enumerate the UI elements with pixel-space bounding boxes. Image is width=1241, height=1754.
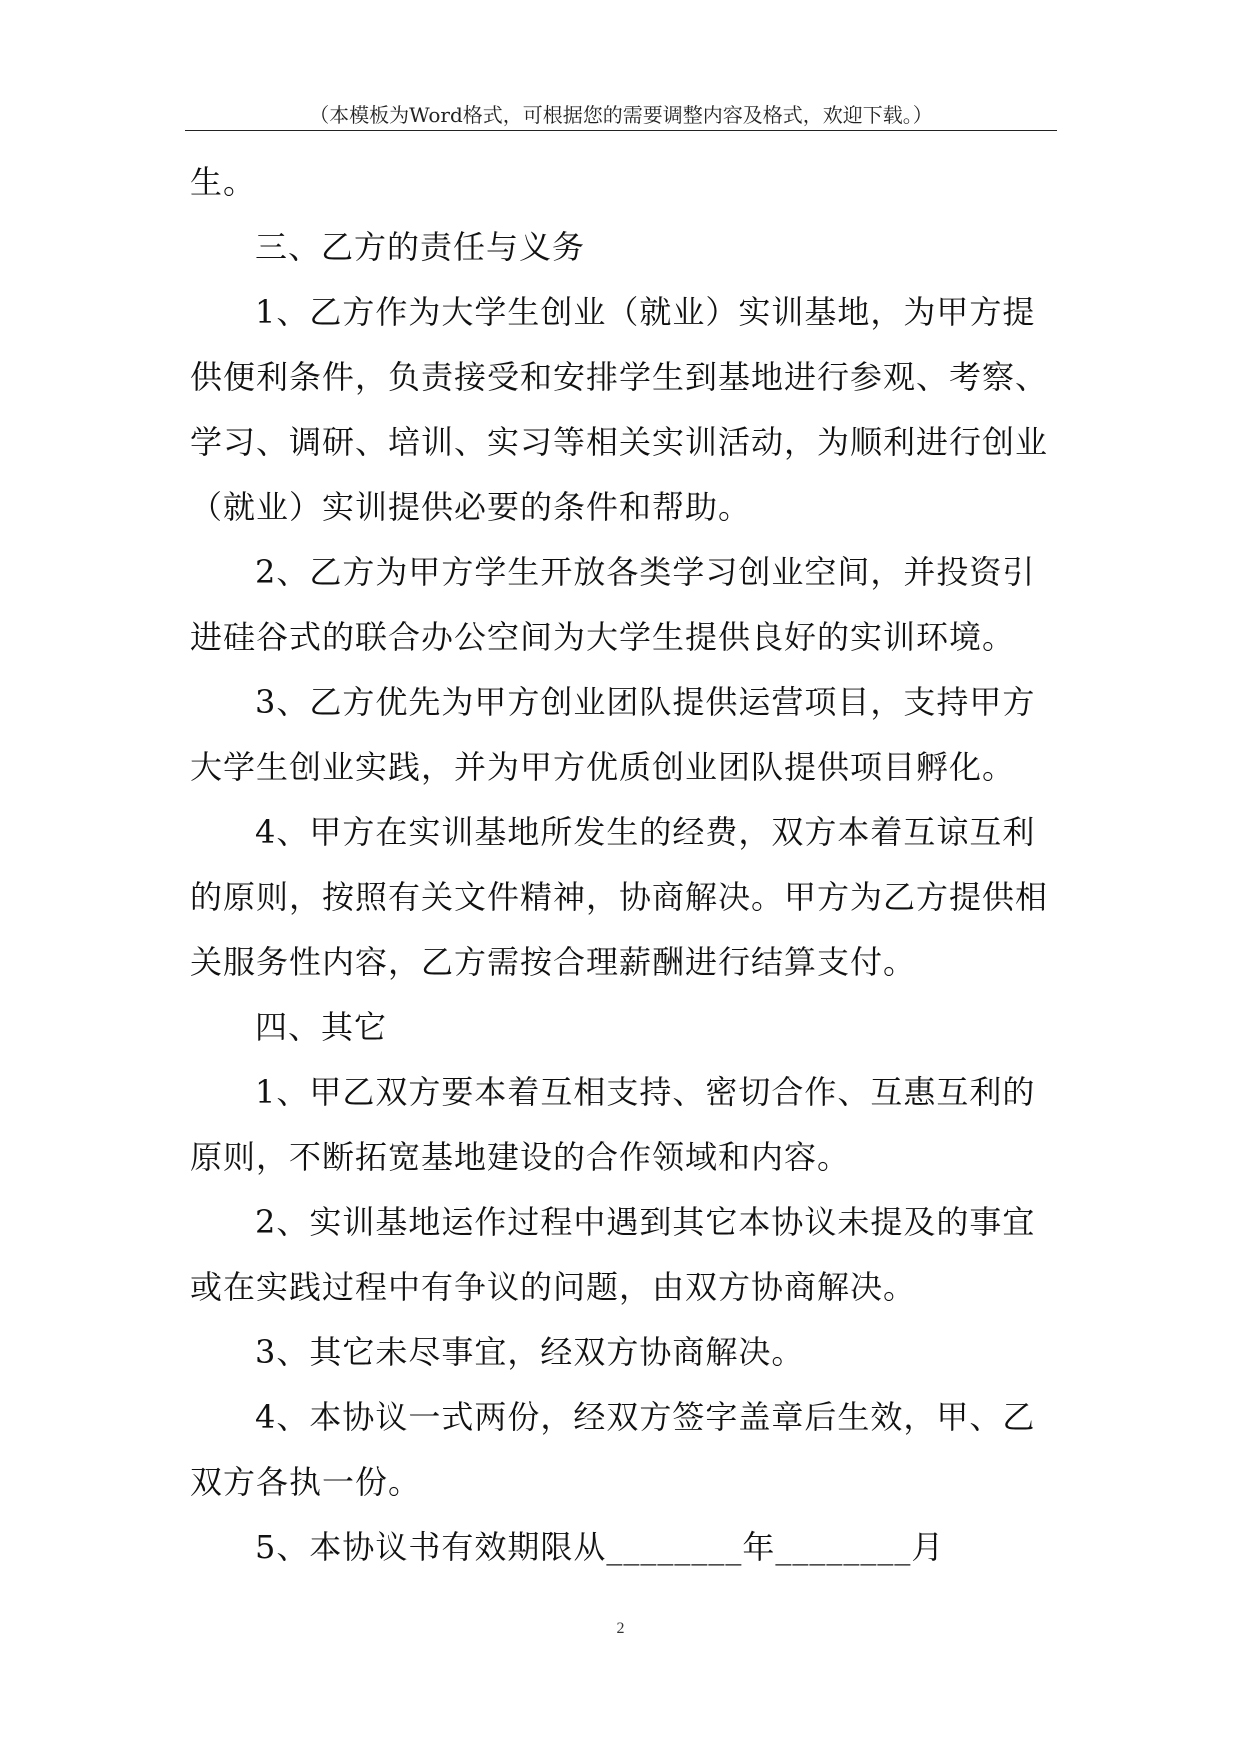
section-heading-3: 三、乙方的责任与义务 [255,228,586,266]
text-line: 2、乙方为甲方学生开放各类学习创业空间，并投资引 [255,553,1036,591]
text-line: 3、乙方优先为甲方创业团队提供运营项目，支持甲方 [255,683,1036,721]
text-line: 2、实训基地运作过程中遇到其它本协议未提及的事宜 [255,1203,1036,1241]
text-line: 学习、调研、培训、实习等相关实训活动，为顺利进行创业 [190,423,1049,461]
text-line: 5、本协议书有效期限从________年________月 [255,1528,945,1566]
text-line: 4、本协议一式两份，经双方签字盖章后生效，甲、乙 [255,1398,1036,1436]
text-line: 生。 [190,163,257,201]
section-heading-4: 四、其它 [255,1008,388,1046]
text-line: 或在实践过程中有争议的问题，由双方协商解决。 [190,1268,917,1306]
text-line: 4、甲方在实训基地所发生的经费，双方本着互谅互利 [255,813,1036,851]
text-line: （就业）实训提供必要的条件和帮助。 [190,488,752,526]
page-number: 2 [616,1620,625,1637]
text-line: 的原则，按照有关文件精神，协商解决。甲方为乙方提供相 [190,878,1049,916]
text-line: 大学生创业实践，并为甲方优质创业团队提供项目孵化。 [190,748,1016,786]
text-line: 关服务性内容，乙方需按合理薪酬进行结算支付。 [190,943,917,981]
header-divider [185,130,1057,131]
text-line: 原则，不断拓宽基地建设的合作领域和内容。 [190,1138,851,1176]
text-line: 1、乙方作为大学生创业（就业）实训基地，为甲方提 [255,293,1036,331]
text-line: 3、其它未尽事宜，经双方协商解决。 [255,1333,805,1371]
document-body [190,150,1070,1580]
text-line: 1、甲乙双方要本着互相支持、密切合作、互惠互利的 [255,1073,1036,1111]
page-header: （本模板为Word格式，可根据您的需要调整内容及格式，欢迎下载。） [309,103,933,127]
text-line: 进硅谷式的联合办公空间为大学生提供良好的实训环境。 [190,618,1016,656]
text-line: 双方各执一份。 [190,1463,422,1501]
text-line: 供便利条件，负责接受和安排学生到基地进行参观、考察、 [190,358,1049,396]
